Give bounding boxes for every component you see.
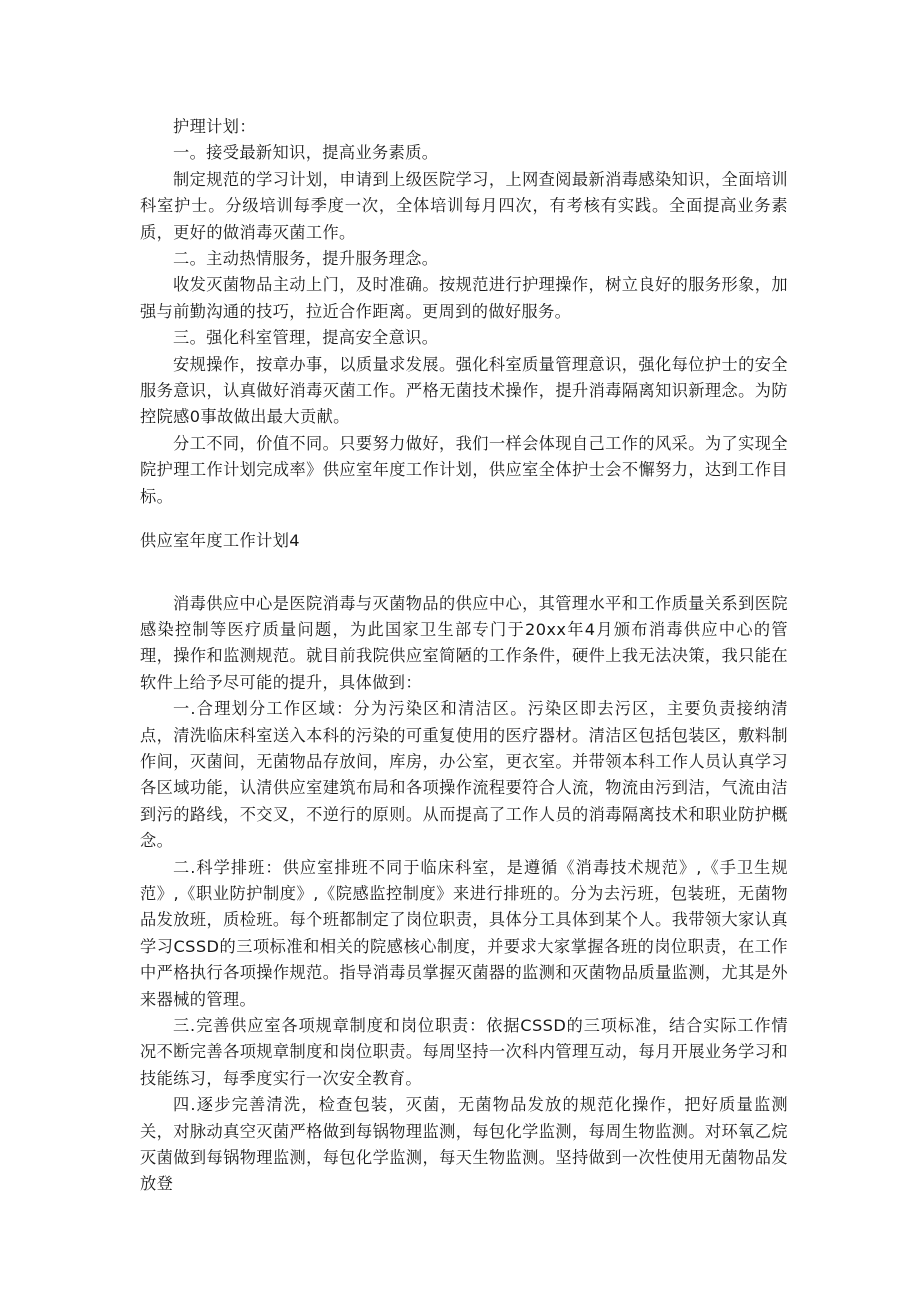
paragraph: 制定规范的学习计划，申请到上级医院学习，上网查阅最新消毒感染知识，全面培训科室护士。分级培训每季度一次，全体培训每月四次，有考核有实践。全面提高业务素质，更好的做消毒灭菌工作。 — [140, 169, 788, 242]
paragraph: 消毒供应中心是医院消毒与灭菌物品的供应中心，其管理水平和工作质量关系到医院感染控制等医疗质量问题，为此国家卫生部专门于20xx年4月颁布消毒供应中心的管理，操作和监测规范。就目前我院供应室简陋的工作条件，硬件上我无法决策，我只能在软件上给予尽可能的提升，具体做到： — [140, 593, 788, 692]
paragraph: 一。接受最新知识，提高业务素质。 — [173, 143, 439, 163]
paragraph: 一.合理划分工作区域：分为污染区和清洁区。污染区即去污区，主要负责接纳清点，清洗临床科室送入本科的污染的可重复使用的医疗器材。清洁区包括包装区，敷料制作间，灭菌间，无菌物品存放间，库房，办公室，更衣室。并带领本科工作人员认真学习各区域功能，认清供应室建筑布局和各项操作流程要符合人流，物流由污到洁，气流由洁到污的路线，不交叉，不逆行的原则。从而提高了工作人员的消毒隔离技术和职业防护概念。 — [140, 699, 788, 851]
paragraph: 二.科学排班：供应室排班不同于临床科室，是遵循《消毒技术规范》,《手卫生规范》,《职业防护制度》,《院感监控制度》来进行排班的。分为去污班，包装班，无菌物品发放班，质检班。每个班都制定了岗位职责，具体分工具体到某个人。我带领大家认真学习CSSD的三项标准和相关的院感核心制度，并要求大家掌握各班的岗位职责，在工作中严格执行各项操作规范。指导消毒员掌握灭菌器的监测和灭菌物品质量监测，尤其是外来器械的管理。 — [140, 857, 788, 1009]
paragraph: 三.完善供应室各项规章制度和岗位职责：依据CSSD的三项标准，结合实际工作情况不断完善各项规章制度和岗位职责。每周坚持一次科内管理互动，每月开展业务学习和技能练习，每季度实行一次安全教育。 — [140, 1016, 788, 1088]
paragraph: 四.逐步完善清洗，检查包装，灭菌，无菌物品发放的规范化操作，把好质量监测关，对脉动真空灭菌严格做到每锅物理监测，每包化学监测，每周生物监测。对环氧乙烷灭菌做到每锅物理监测，每包化学监测，每天生物监测。坚持做到一次性使用无菌物品发放登 — [140, 1095, 788, 1194]
paragraph: 三。强化科室管理，提高安全意识。 — [173, 328, 439, 348]
paragraph: 二。主动热情服务，提升服务理念。 — [173, 249, 439, 269]
paragraph: 护理计划： — [173, 117, 256, 136]
paragraph: 安规操作，按章办事，以质量求发展。强化科室质量管理意识，强化每位护士的安全服务意识，认真做好消毒灭菌工作。严格无菌技术操作，提升消毒隔离知识新理念。为防控院感0事故做出最大贡献。 — [140, 354, 788, 427]
paragraph: 分工不同，价值不同。只要努力做好，我们一样会体现自己工作的风采。为了实现全院护理工作计划完成率》供应室年度工作计划，供应室全体护士会不懈努力，达到工作目标。 — [140, 433, 788, 506]
nursing-plan-section — [140, 114, 788, 510]
annual-plan-section — [140, 591, 788, 1198]
document-body — [140, 114, 788, 1198]
paragraph: 收发灭菌物品主动上门，及时准确。按规范进行护理操作，树立良好的服务形象，加强与前勤沟通的技巧，拉近合作距离。更周到的做好服务。 — [140, 275, 788, 321]
section-title: 供应室年度工作计划4 — [140, 531, 300, 551]
